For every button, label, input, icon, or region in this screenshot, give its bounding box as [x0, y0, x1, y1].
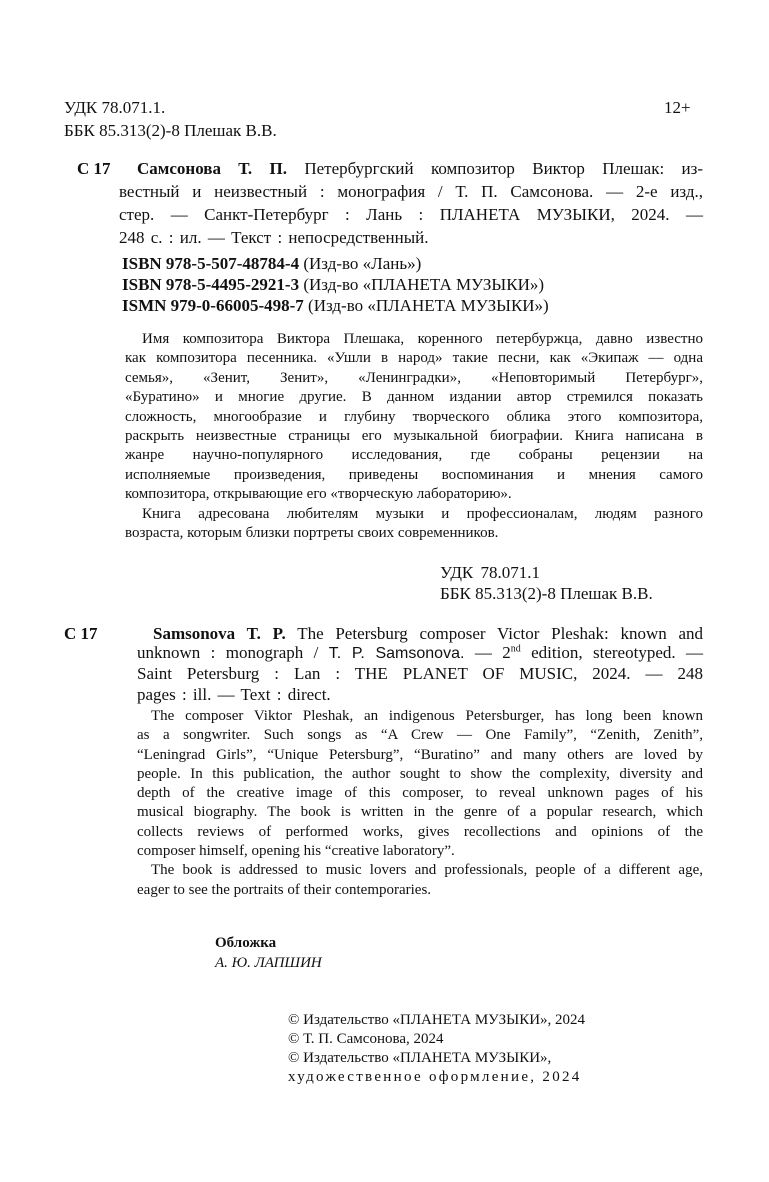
ru-abstract-line: Книга адресована любителям музыки и профессионалам, людям разного — [142, 505, 703, 522]
en-abstract-line: as a songwriter. Such songs as “A Crew — One Family”, “Zenith, Zenith”, — [137, 727, 703, 744]
en-abstract-line: collects reviews of performed works, gives recollections and opinions of the — [137, 823, 703, 840]
en-entry-line-3: Saint Petersburg : Lan : THE PLANET OF MUSIC, 2024. — 248 — [137, 664, 703, 683]
copyright-author: © Т. П. Самсонова, 2024 — [288, 1031, 444, 1047]
copyright-publisher: © Издательство «ПЛАНЕТА МУЗЫКИ», 2024 — [288, 1012, 586, 1028]
header-udk: УДК 78.071.1. — [64, 98, 166, 117]
copyright-design-note: художественное оформление, 2024 — [288, 1069, 582, 1085]
isbn-line-1 — [122, 254, 421, 274]
en-abstract-line: people. In this publication, the author sought to show the complexity, diversity and — [137, 765, 703, 782]
isbn-planeta-publisher: (Изд-во «ПЛАНЕТА МУЗЫКИ») — [303, 275, 545, 294]
en-entry-monograph: unknown : monograph / — [137, 643, 319, 662]
en-entry-stereotyped: edition, stereotyped. — — [531, 643, 704, 662]
ismn-planeta: ISMN 979-0-66005-498-7 — [122, 296, 304, 315]
en-abstract — [137, 707, 703, 900]
isbn-line-2 — [122, 275, 544, 295]
en-abstract-line: The composer Viktor Pleshak, an indigenous Petersburger, has long been known — [151, 708, 703, 724]
classification-bbk: ББК 85.313(2)-8 Плешак В.В. — [440, 584, 653, 603]
ru-abstract-line: семья», «Зенит, Зенит», «Ленинградки», «Неповторимый Петербург», — [125, 369, 703, 386]
ru-abstract-line: исполняемые произведения, приведены воспоминания и мнения самого — [125, 466, 703, 483]
ru-entry-author: Самсонова Т. П. — [137, 159, 287, 178]
header-bbk: ББК 85.313(2)-8 Плешак В.В. — [64, 121, 277, 140]
isbn-lan: ISBN 978-5-507-48784-4 — [122, 254, 300, 273]
en-abstract-line: The book is addressed to music lovers and professionals, people of a different age, — [151, 862, 703, 879]
ru-abstract-line: раскрыть неизвестные страницы его музыкальной биографии. Книга написана в — [125, 428, 703, 445]
ru-abstract-line: как композитора песенника. «Ушли в народ» такие песни, как «Экипаж — одна — [125, 350, 703, 367]
ru-abstract-line: сложность, многообразие и глубину творческого облика этого композитора, — [125, 408, 703, 425]
ru-entry-line-3: стер. — Санкт-Петербург : Лань : ПЛАНЕТА МУЗЫКИ, 2024. — — [119, 205, 703, 224]
ismn-planeta-publisher: (Изд-во «ПЛАНЕТА МУЗЫКИ») — [308, 296, 549, 315]
isbn-planeta: ISBN 978-5-4495-2921-3 — [122, 275, 300, 294]
ru-entry-line-1 — [137, 159, 703, 179]
ru-entry-title: Петербургский композитор Виктор Плешак: из- — [304, 159, 703, 178]
en-abstract-line: musical biography. The book is written in the genre of a popular research, which — [137, 804, 703, 821]
age-rating: 12+ — [664, 98, 691, 117]
cover-label: Обложка — [215, 935, 277, 951]
en-abstract-line: depth of the creative image of this composer, to reveal unknown pages of his — [137, 785, 703, 802]
isbn-lan-publisher: (Изд-во «Лань») — [303, 254, 422, 273]
ru-abstract-line: жанре научно-популярного исследования, где собраны рецензии на — [125, 447, 703, 464]
en-entry-author: Samsonova T. P. — [153, 624, 286, 643]
en-entry-code: С 17 — [64, 624, 98, 643]
ru-entry-line-4: 248 с. : ил. — Текст : непосредственный. — [119, 228, 429, 247]
en-entry-edition: — 2nd — [474, 643, 521, 662]
en-abstract-line: composer himself, opening his “creative laboratory”. — [137, 843, 455, 860]
en-abstract-line: eager to see the portraits of their contemporaries. — [137, 881, 432, 898]
en-abstract-line: “Leningrad Girls”, “Unique Petersburg”, “Buratino” and many others are loved by — [137, 746, 703, 763]
en-entry-edition-sup: nd — [510, 643, 521, 655]
cover-artist: А. Ю. ЛАПШИН — [215, 955, 322, 971]
en-entry-line-4: pages : ill. — Text : direct. — [137, 685, 331, 704]
ru-abstract-line: Имя композитора Виктора Плешака, коренного петербуржца, давно известно — [142, 331, 703, 347]
ru-abstract-line: «Буратино» и многие другие. В данном издании автор стремился показать — [125, 389, 703, 406]
ru-abstract-line: композитора, открывающие его «творческую лабораторию». — [125, 486, 512, 503]
copyright-design: © Издательство «ПЛАНЕТА МУЗЫКИ», — [288, 1050, 552, 1066]
ru-entry-code: С 17 — [77, 159, 111, 178]
ismn-line — [122, 296, 549, 316]
classification-udk: УДК 78.071.1 — [440, 563, 541, 582]
ru-entry-line-2: вестный и неизвестный : монография / Т. П. Самсонова. — 2-е изд., — [119, 182, 703, 201]
en-entry-author-sans: T. P. Samsonova. — [328, 645, 465, 662]
en-entry-title: The Petersburg composer Victor Pleshak: known and — [297, 624, 704, 643]
en-entry-line-2 — [137, 643, 703, 663]
ru-abstract-line: возраста, которым близки портреты своих современников. — [125, 525, 499, 542]
ru-abstract — [125, 330, 703, 543]
en-entry-line-1 — [153, 624, 703, 644]
